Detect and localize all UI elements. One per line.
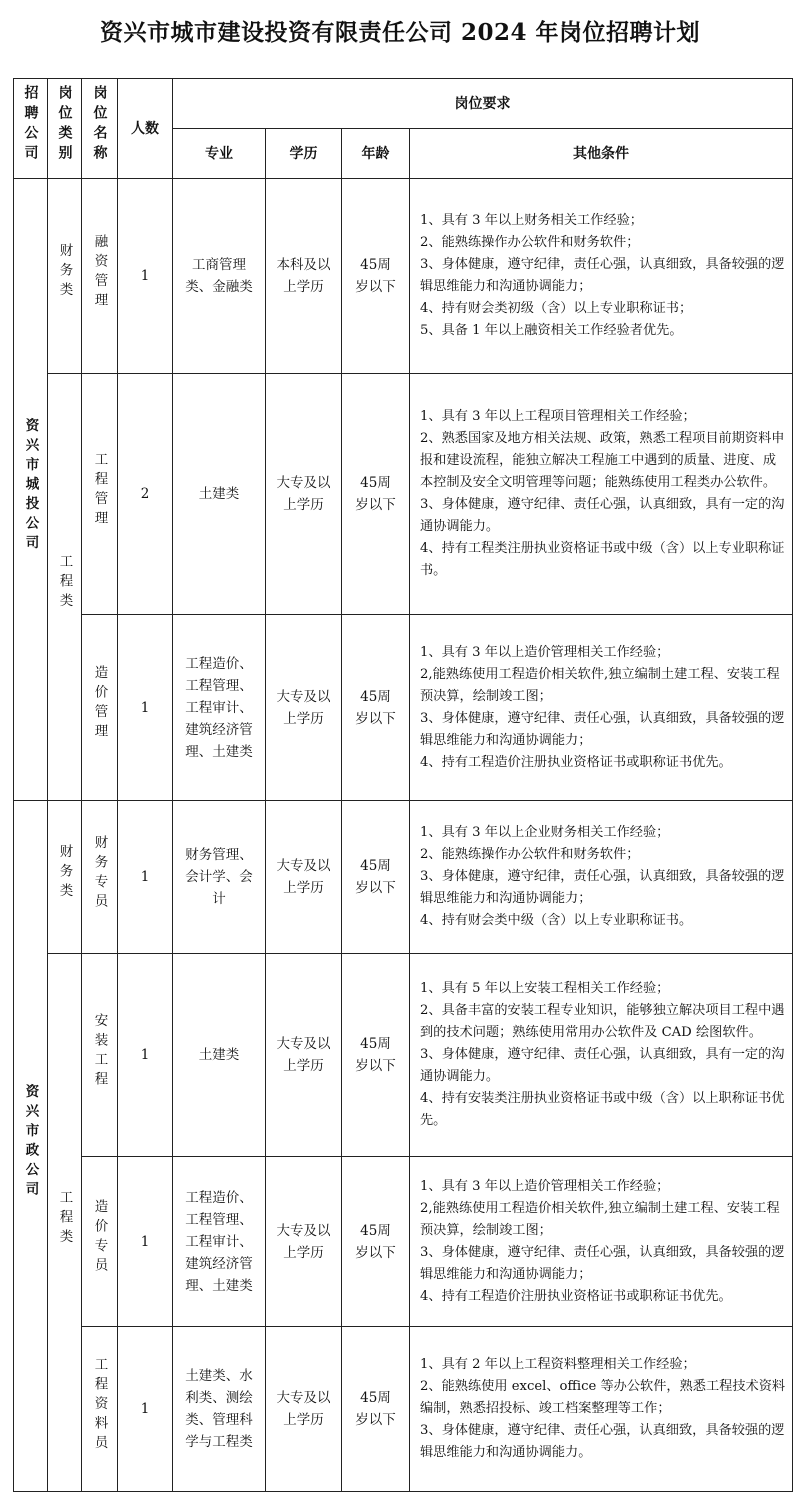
condition-line: 1、具有 3 年以上企业财务相关工作经验； bbox=[420, 825, 670, 840]
table-row bbox=[14, 1157, 793, 1327]
header-requirements: 岗位要求 bbox=[173, 79, 793, 129]
position-cell: 工程资料员 bbox=[82, 1327, 118, 1492]
company-cell: 资兴市城投公司 bbox=[14, 179, 48, 801]
conditions-cell bbox=[410, 1157, 793, 1327]
condition-line: 2,能熟练使用工程造价相关软件,独立编制土建工程、安装工程预决算，绘制竣工图； bbox=[420, 666, 780, 704]
major-cell: 工程造价、工程管理、工程审计、建筑经济管理、土建类 bbox=[173, 615, 266, 801]
position-cell: 安装工程 bbox=[82, 954, 118, 1157]
position-cell: 工程管理 bbox=[82, 374, 118, 615]
condition-line: 3、身体健康，遵守纪律、责任心强，认真细致，具备较强的逻辑思维能力和沟通协调能力。 bbox=[420, 1423, 785, 1460]
condition-line: 3、身体健康，遵守纪律、责任心强，认真细致，具有一定的沟通协调能力。 bbox=[420, 497, 785, 534]
age-cell: 45周岁以下 bbox=[342, 374, 410, 615]
condition-line: 3、身体健康，遵守纪律、责任心强，认真细致，具备较强的逻辑思维能力和沟通协调能力； bbox=[420, 710, 785, 748]
condition-line: 1、具有 3 年以上工程项目管理相关工作经验； bbox=[420, 409, 696, 424]
condition-line: 4、持有财会类中级（含）以上专业职称证书。 bbox=[420, 913, 693, 928]
condition-line: 4、持有财会类初级（含）以上专业职称证书； bbox=[420, 301, 693, 316]
header-major: 专业 bbox=[173, 129, 266, 179]
major-cell: 财务管理、会计学、会计 bbox=[173, 801, 266, 954]
table-row bbox=[14, 801, 793, 954]
condition-line: 2、具备丰富的安装工程专业知识，能够独立解决项目工程中遇到的技术问题；熟练使用常用办公软件及 CAD 绘图软件。 bbox=[420, 1003, 785, 1040]
education-cell: 大专及以上学历 bbox=[266, 1157, 342, 1327]
condition-line: 4、持有工程造价注册执业资格证书或职称证书优先。 bbox=[420, 754, 732, 770]
header-age: 年龄 bbox=[342, 129, 410, 179]
company-cell: 资兴市政公司 bbox=[14, 801, 48, 1492]
condition-line: 3、身体健康，遵守纪律、责任心强，认真细致，具备较强的逻辑思维能力和沟通协调能力； bbox=[420, 1244, 785, 1282]
count-cell: 1 bbox=[118, 615, 173, 801]
condition-line: 3、身体健康，遵守纪律，责任心强，认真细致，具备较强的逻辑思维能力和沟通协调能力； bbox=[420, 257, 785, 294]
age-cell: 45周岁以下 bbox=[342, 801, 410, 954]
table-row bbox=[14, 374, 793, 615]
education-cell: 大专及以上学历 bbox=[266, 374, 342, 615]
conditions-cell bbox=[410, 801, 793, 954]
category-cell: 工程类 bbox=[48, 374, 82, 801]
major-cell: 工程造价、工程管理、工程审计、建筑经济管理、土建类 bbox=[173, 1157, 266, 1327]
table-row bbox=[14, 1327, 793, 1492]
condition-line: 2、能熟练使用 excel、office 等办公软件，熟悉工程技术资料编制，熟悉招投标、竣工档案整理等工作； bbox=[420, 1379, 786, 1416]
condition-line: 2,能熟练使用工程造价相关软件,独立编制土建工程、安装工程预决算，绘制竣工图； bbox=[420, 1200, 780, 1238]
conditions-cell bbox=[410, 179, 793, 374]
count-cell: 1 bbox=[118, 801, 173, 954]
condition-line: 4、持有安装类注册执业资格证书或中级（含）以上职称证书优先。 bbox=[420, 1091, 785, 1128]
condition-line: 4、持有工程类注册执业资格证书或中级（含）以上专业职称证书。 bbox=[420, 541, 785, 578]
major-cell: 工商管理类、金融类 bbox=[173, 179, 266, 374]
header-category: 岗位类别 bbox=[48, 79, 82, 179]
table-row bbox=[14, 954, 793, 1157]
count-cell: 1 bbox=[118, 1327, 173, 1492]
position-cell: 融资管理 bbox=[82, 179, 118, 374]
conditions-cell bbox=[410, 374, 793, 615]
header-row-1 bbox=[14, 79, 793, 129]
condition-line: 4、持有工程造价注册执业资格证书或职称证书优先。 bbox=[420, 1288, 732, 1304]
major-cell: 土建类、水利类、测绘类、管理科学与工程类 bbox=[173, 1327, 266, 1492]
education-cell: 大专及以上学历 bbox=[266, 954, 342, 1157]
age-cell: 45周岁以下 bbox=[342, 179, 410, 374]
condition-line: 3、身体健康，遵守纪律、责任心强，认真细致，具有一定的沟通协调能力。 bbox=[420, 1047, 785, 1084]
category-cell: 财务类 bbox=[48, 179, 82, 374]
condition-line: 5、具备 1 年以上融资相关工作经验者优先。 bbox=[420, 323, 683, 338]
header-count: 人数 bbox=[118, 79, 173, 179]
header-position: 岗位名称 bbox=[82, 79, 118, 179]
header-other: 其他条件 bbox=[410, 129, 793, 179]
recruitment-table bbox=[13, 78, 793, 1492]
major-cell: 土建类 bbox=[173, 374, 266, 615]
education-cell: 大专及以上学历 bbox=[266, 615, 342, 801]
condition-line: 2、熟悉国家及地方相关法规、政策，熟悉工程项目前期资料申报和建设流程，能独立解决工程施工中遇到的质量、进度、成本控制及安全文明管理等问题；能熟练使用工程类办公软件。 bbox=[420, 431, 785, 490]
conditions-cell bbox=[410, 615, 793, 801]
position-cell: 造价专员 bbox=[82, 1157, 118, 1327]
major-cell: 土建类 bbox=[173, 954, 266, 1157]
condition-line: 1、具有 3 年以上财务相关工作经验； bbox=[420, 213, 643, 228]
age-cell: 45周岁以下 bbox=[342, 1327, 410, 1492]
condition-line: 2、能熟练操作办公软件和财务软件； bbox=[420, 847, 640, 862]
conditions-cell bbox=[410, 1327, 793, 1492]
condition-line: 3、身体健康，遵守纪律，责任心强，认真细致，具备较强的逻辑思维能力和沟通协调能力； bbox=[420, 869, 785, 906]
page-title: 资兴市城市建设投资有限责任公司 2024 年岗位招聘计划 bbox=[99, 19, 701, 46]
count-cell: 1 bbox=[118, 954, 173, 1157]
table-row bbox=[14, 179, 793, 374]
position-cell: 财务专员 bbox=[82, 801, 118, 954]
education-cell: 大专及以上学历 bbox=[266, 1327, 342, 1492]
condition-line: 1、具有 3 年以上造价管理相关工作经验； bbox=[420, 1178, 670, 1194]
age-cell: 45周岁以下 bbox=[342, 615, 410, 801]
education-cell: 本科及以上学历 bbox=[266, 179, 342, 374]
category-cell: 工程类 bbox=[48, 954, 82, 1492]
header-company: 招聘公司 bbox=[14, 79, 48, 179]
category-cell: 财务类 bbox=[48, 801, 82, 954]
count-cell: 1 bbox=[118, 1157, 173, 1327]
education-cell: 大专及以上学历 bbox=[266, 801, 342, 954]
condition-line: 2、能熟练操作办公软件和财务软件； bbox=[420, 235, 640, 250]
table-row bbox=[14, 615, 793, 801]
count-cell: 2 bbox=[118, 374, 173, 615]
count-cell: 1 bbox=[118, 179, 173, 374]
age-cell: 45周岁以下 bbox=[342, 1157, 410, 1327]
age-cell: 45周岁以下 bbox=[342, 954, 410, 1157]
condition-line: 1、具有 3 年以上造价管理相关工作经验； bbox=[420, 644, 670, 660]
condition-line: 1、具有 2 年以上工程资料整理相关工作经验； bbox=[420, 1357, 696, 1372]
condition-line: 1、具有 5 年以上安装工程相关工作经验； bbox=[420, 981, 670, 996]
conditions-cell bbox=[410, 954, 793, 1157]
position-cell: 造价管理 bbox=[82, 615, 118, 801]
header-education: 学历 bbox=[266, 129, 342, 179]
